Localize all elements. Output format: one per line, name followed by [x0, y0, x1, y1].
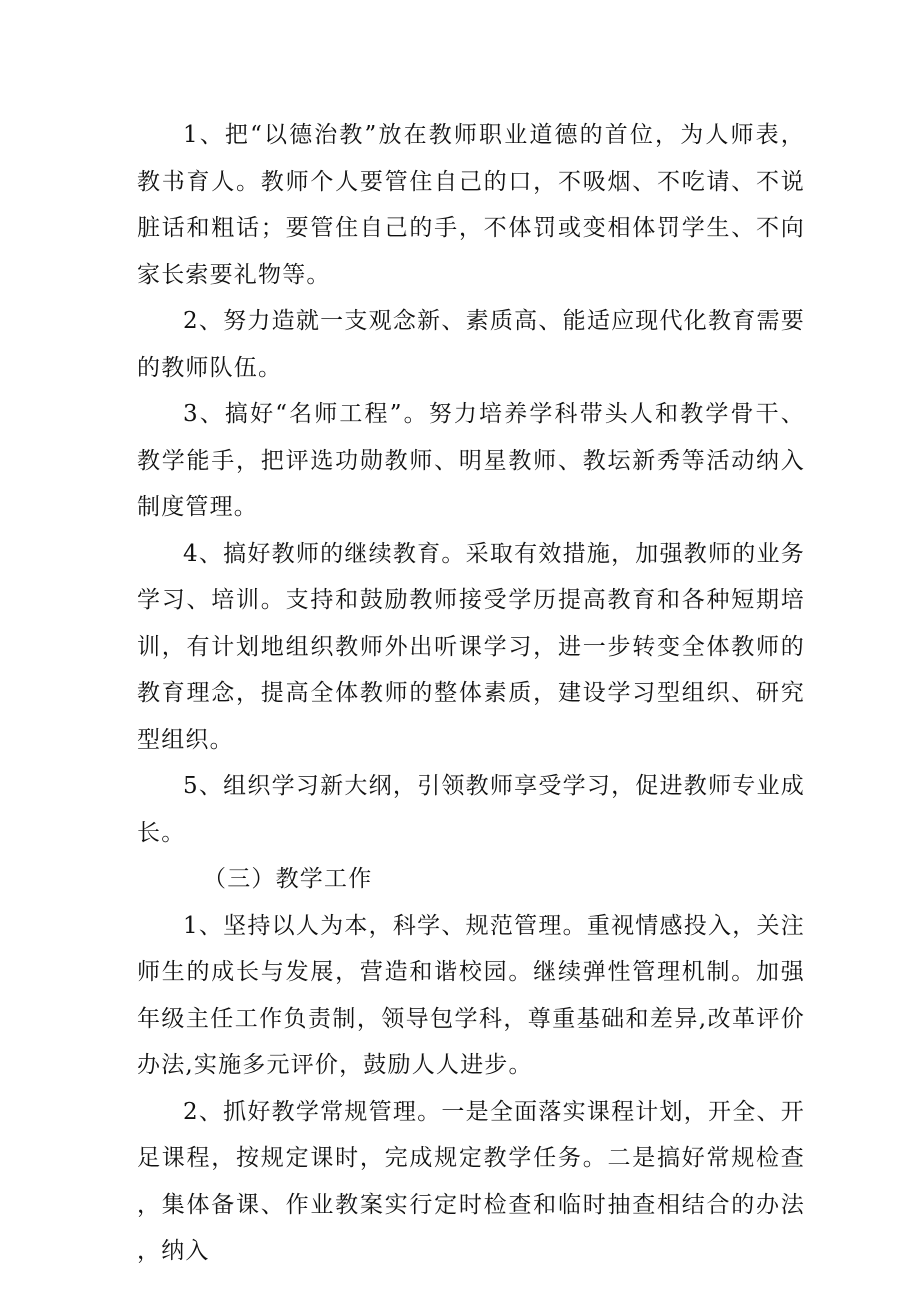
paragraph-famous-teacher-project: 3、搞好“名师工程”。努力培养学科带头人和教学骨干、教学能手，把评选功勋教师、明星教师、教坛新秀等活动纳入制度管理。 [137, 401, 805, 520]
paragraph-new-syllabus: 5、组织学习新大纲，引领教师享受学习，促进教师专业成长。 [137, 773, 805, 846]
document-body [137, 112, 805, 1275]
paragraph-continuing-education: 4、搞好教师的继续教育。采取有效措施，加强教师的业务学习、培训。支持和鼓励教师接受学历提高教育和各种短期培训，有计划地组织教师外出听课学习，进一步转变全体教师的教育理念，提高全体教师的整体素质，建设学习型组织、研究型组织。 [137, 540, 805, 753]
section-heading-teaching-work: （三）教学工作 [203, 866, 373, 892]
paragraph-teaching-routine: 2、抓好教学常规管理。一是全面落实课程计划，开全、开足课程，按规定课时，完成规定教学任务。二是搞好常规检查，集体备课、作业教案实行定时检查和临时抽查相结合的办法，纳入 [137, 1098, 805, 1264]
paragraph-teacher-ethics: 1、把“以德治教”放在教师职业道德的首位，为人师表，教书育人。教师个人要管住自己的口，不吸烟、不吃请、不说脏话和粗话；要管住自己的手，不体罚或变相体罚学生、不向家长索要礼物等。 [137, 122, 805, 288]
paragraph-teacher-team: 2、努力造就一支观念新、素质高、能适应现代化教育需要的教师队伍。 [137, 308, 805, 381]
paragraph-people-oriented-management: 1、坚持以人为本，科学、规范管理。重视情感投入，关注师生的成长与发展，营造和谐校园。继续弹性管理机制。加强年级主任工作负责制，领导包学科，尊重基础和差异,改革评价办法,实施多元评价，鼓励人人进步。 [137, 912, 805, 1078]
